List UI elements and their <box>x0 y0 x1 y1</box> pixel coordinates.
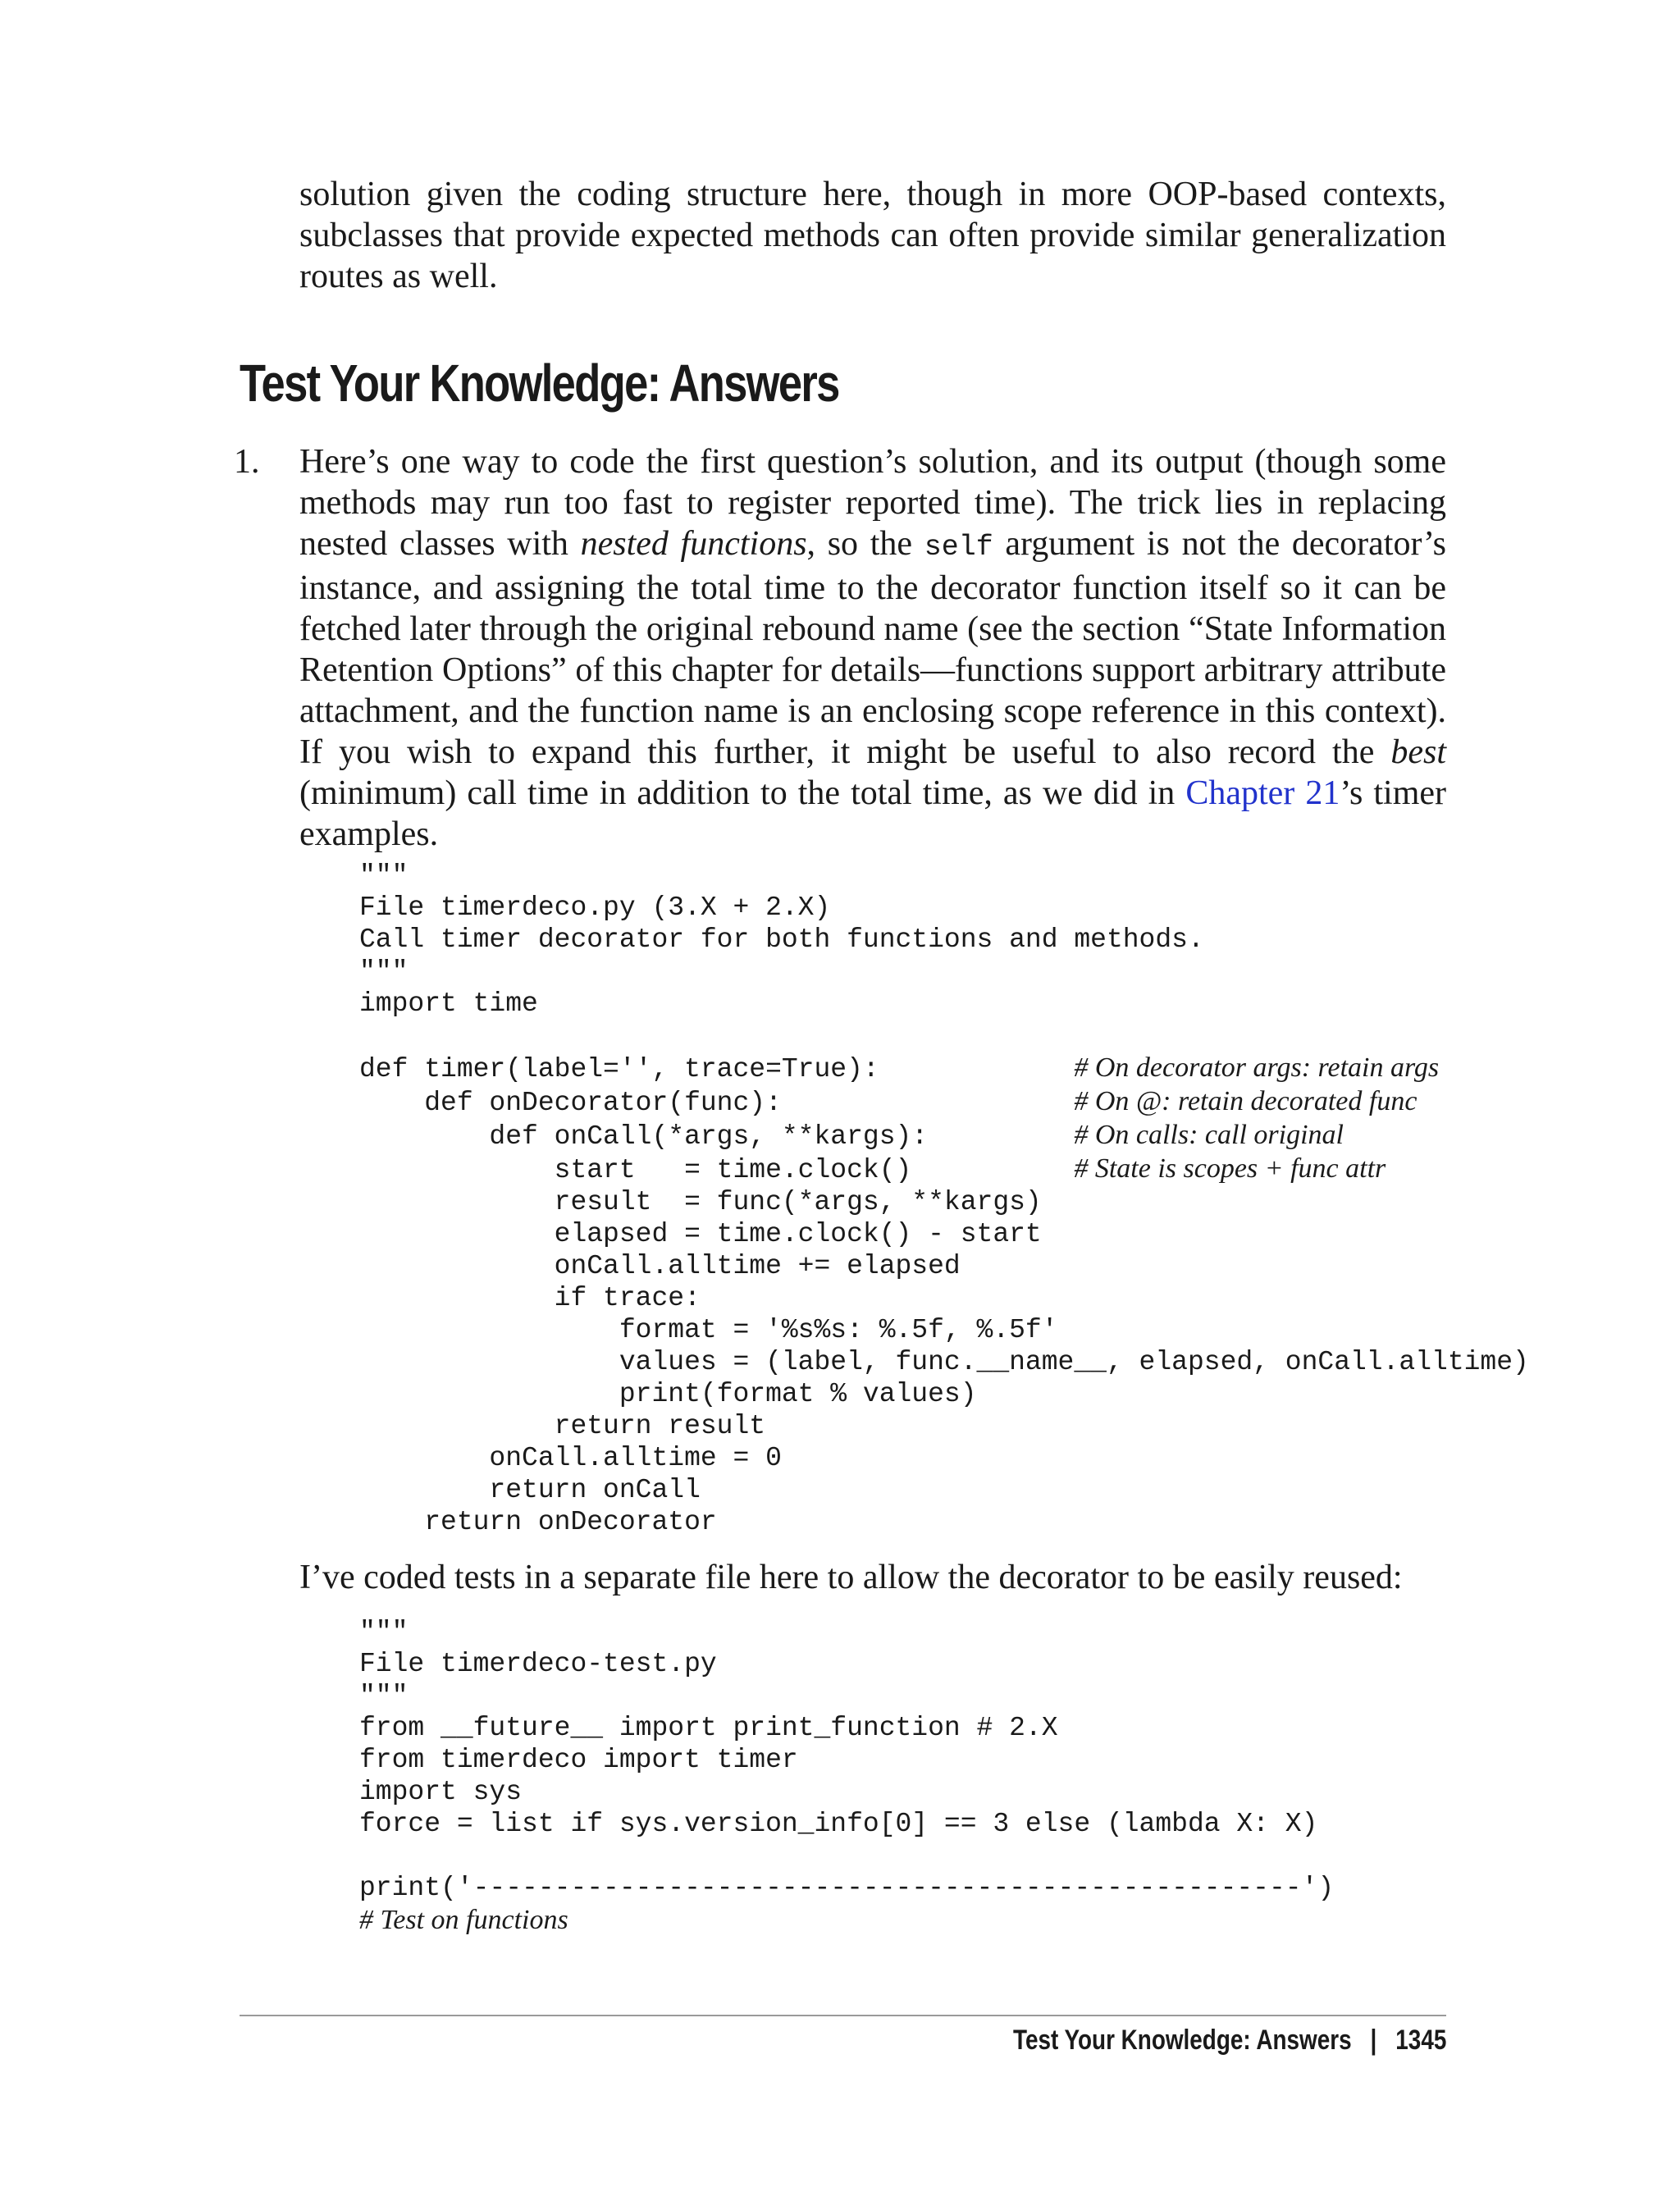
code-line: """ <box>359 861 409 891</box>
code-line: onCall.alltime = 0 <box>359 1443 782 1473</box>
code-line: print('---------------------------------------------------') <box>359 1873 1335 1903</box>
code-comment: # On @: retain decorated func <box>1074 1086 1418 1116</box>
code-line: File timerdeco-test.py <box>359 1649 717 1679</box>
code-comment: # State is scopes + func attr <box>1074 1153 1386 1184</box>
code-line: format = '%s%s: %.5f, %.5f' <box>359 1315 1058 1345</box>
code-line: from timerdeco import timer <box>359 1745 798 1775</box>
code-line: """ <box>359 1617 409 1647</box>
code-comment: # On calls: call original <box>1074 1120 1344 1150</box>
footer-rule <box>240 2015 1446 2016</box>
inline-code-self: self <box>924 531 993 564</box>
answer-item-1 <box>234 441 1447 855</box>
code-line: import time <box>359 988 538 1019</box>
answer-text-part: argument is not the decorator’s instance, and assigning the total time to the decorator function itself so it can be fetched later through the original rebound name (see the section “State Information Retention Options” of this chapter for details—functions support arbitrary attribute attachment, and the function name is an enclosing scope reference in this context). If you wish to expand this further, it might be useful to also record the <box>299 525 1447 771</box>
answer-text-part: ’s timer examples. <box>299 774 1447 853</box>
code-line: onCall.alltime += elapsed <box>359 1251 961 1281</box>
code-line: def onDecorator(func): <box>359 1088 1075 1118</box>
intro-paragraph: solution given the coding structure here, though in more OOP-based contexts, subclasses that provide expected methods can often provide similar generalization routes as well. <box>299 176 1446 295</box>
code-line: def timer(label='', trace=True): <box>359 1054 1075 1084</box>
emphasis-nested-functions: nested functions <box>580 525 807 563</box>
code-line: force = list if sys.version_info[0] == 3 else (lambda X: X) <box>359 1809 1318 1839</box>
code-line: File timerdeco.py (3.X + 2.X) <box>359 892 831 923</box>
code-comment: # On decorator args: retain args <box>1074 1052 1440 1083</box>
section-heading: Test Your Knowledge: Answers <box>240 354 839 413</box>
tests-intro-paragraph: I’ve coded tests in a separate file here to allow the decorator to be easily reused: <box>299 1559 1403 1596</box>
answer-text-part: Here’s one way to code the first question’s solution, and its output (though some methods may run too fast to register reported time). The trick lies in replacing nested classes with <box>299 443 1446 563</box>
chapter-21-link[interactable]: Chapter 21 <box>1185 774 1340 812</box>
code-line: if trace: <box>359 1283 701 1313</box>
code-line: """ <box>359 956 409 987</box>
page-number: 1345 <box>1395 2025 1446 2056</box>
item-number: 1. <box>234 443 260 481</box>
code-block-timerdeco-test <box>359 1616 1334 1938</box>
code-comment: # Test on functions <box>359 1905 568 1935</box>
code-line: from __future__ import print_function # 2.X <box>359 1713 1058 1743</box>
code-line: elapsed = time.clock() - start <box>359 1219 1042 1249</box>
emphasis-best: best <box>1390 733 1446 771</box>
code-line: values = (label, func.__name__, elapsed, onCall.alltime) <box>359 1347 1529 1377</box>
code-line: result = func(*args, **kargs) <box>359 1187 1042 1217</box>
answer-text-part: , so the <box>806 525 924 563</box>
code-line: start = time.clock() <box>359 1155 1075 1185</box>
code-line: Call timer decorator for both functions and methods. <box>359 924 1204 955</box>
code-line: return result <box>359 1411 766 1441</box>
page-footer <box>1013 2025 1446 2057</box>
code-line: return onCall <box>359 1475 701 1505</box>
footer-separator: | <box>1370 2025 1377 2056</box>
code-line: return onDecorator <box>359 1507 717 1537</box>
code-block-timerdeco <box>359 860 1529 1538</box>
code-line: import sys <box>359 1777 523 1807</box>
running-title: Test Your Knowledge: Answers <box>1012 2025 1352 2056</box>
code-line: """ <box>359 1681 409 1711</box>
code-line: print(format % values) <box>359 1379 977 1409</box>
answer-text-part: (minimum) call time in addition to the total time, as we did in <box>299 774 1186 812</box>
code-line: def onCall(*args, **kargs): <box>359 1121 1075 1152</box>
